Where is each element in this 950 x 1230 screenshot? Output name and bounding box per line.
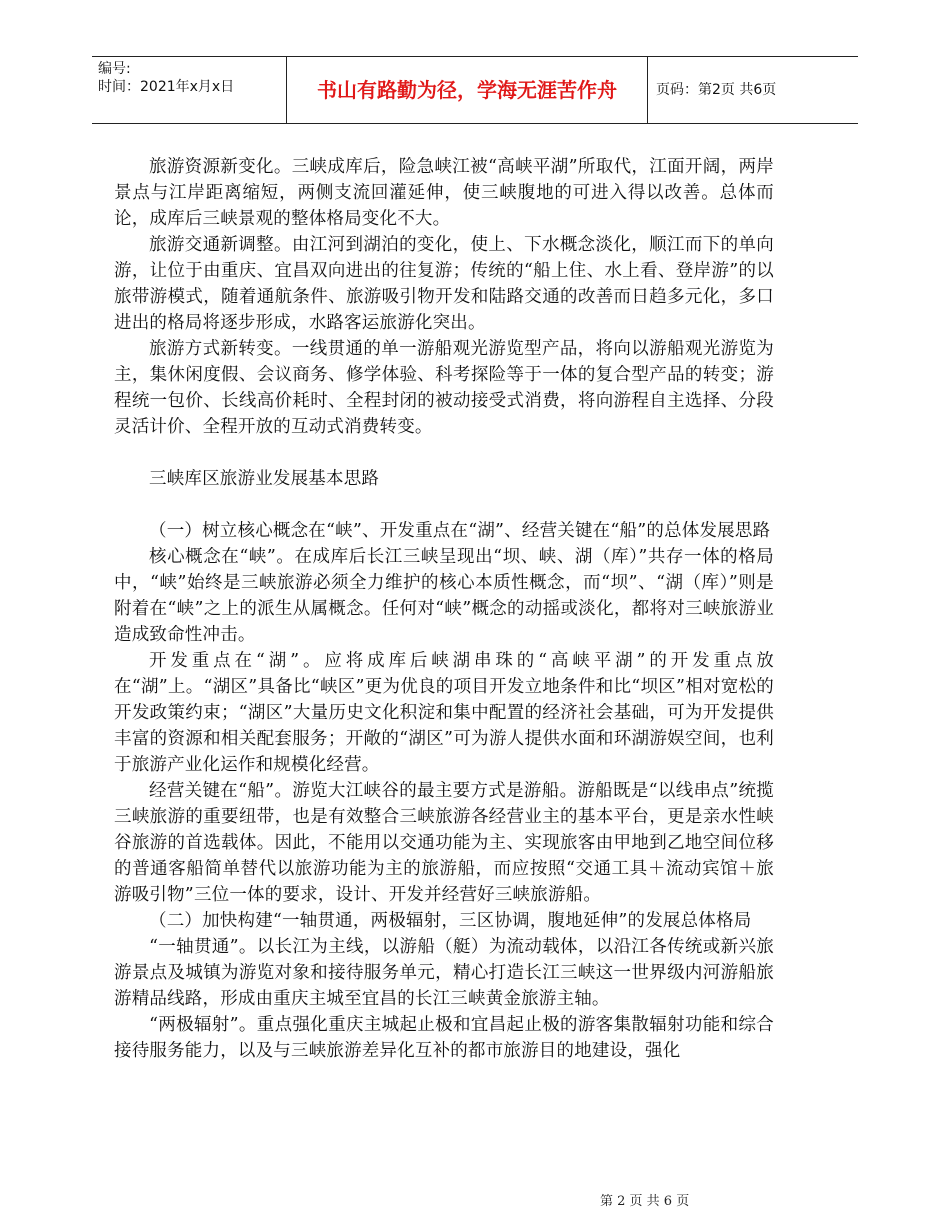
spacer bbox=[114, 492, 774, 518]
paragraph-boat-key: 经营关键在“船”。游览大江峡谷的最主要方式是游船。游船既是“以线串点”统揽三峡旅游的重要纽带，也是有效整合三峡旅游各经营业主的基本平台，更是亲水性峡谷旅游的首选载体。因此，不能用以交通功能为主、实现旅客由甲地到乙地空间位移的普通客船简单替代以旅游功能为主的旅游船，而应按照“交通工具＋流动宾馆＋旅游吸引物”三位一体的要求，设计、开发并经营好三峡旅游船。 bbox=[114, 781, 774, 905]
subsection-heading-1: （一）树立核心概念在“峡”、开发重点在“湖”、经营关键在“船”的总体发展思路 bbox=[149, 521, 771, 541]
paragraph-core-gorge: 核心概念在“峡”。在成库后长江三峡呈现出“坝、峡、湖（库）”共存一体的格局中，“峡”始终是三峡旅游必须全力维护的核心本质性概念，而“坝”、“湖（库）”则是附着在“峡”之上的派生从属概念。任何对“峡”概念的动摇或淡化，都将对三峡旅游业造成致命性冲击。 bbox=[114, 547, 774, 645]
paragraph-lake-focus: 开发重点在“湖”。应将成库后峡湖串珠的“高峡平湖”的开发重点放在“湖”上。“湖区”具备比“峡区”更为优良的项目开发立地条件和比“坝区”相对宽松的开发政策约束；“湖区”大量历史文化积淀和集中配置的经济社会基础，可为开发提供丰富的资源和相关配套服务；开敞的“湖区”可为游人提供水面和环湖游娱空间，也利于旅游产业化运作和规模化经营。 bbox=[114, 651, 774, 775]
paragraph-two-poles: “两极辐射”。重点强化重庆主城起止极和宜昌起止极的游客集散辐射功能和综合接待服务能力，以及与三峡旅游差异化互补的都市旅游目的地建设，强化 bbox=[114, 1015, 774, 1061]
paragraph-resource-change: 旅游资源新变化。三峡成库后，险急峡江被“高峡平湖”所取代，江面开阔，两岸景点与江岸距离缩短，两侧支流回灌延伸，使三峡腹地的可进入得以改善。总体而论，成库后三峡景观的整体格局变化不大。 bbox=[114, 157, 774, 229]
time-label: 时间：2021年x月x日 bbox=[98, 79, 235, 95]
document-body bbox=[114, 154, 774, 1064]
paragraph-transport-adjust: 旅游交通新调整。由江河到湖泊的变化，使上、下水概念淡化，顺江而下的单向游，让位于由重庆、宜昌双向进出的往复游；传统的“船上住、水上看、登岸游”的以旅带游模式，随着通航条件、旅游吸引物开发和陆路交通的改善而日趋多元化，多口进出的格局将逐步形成，水路客运旅游化突出。 bbox=[114, 235, 774, 333]
page-header bbox=[92, 56, 858, 124]
paragraph-travel-mode: 旅游方式新转变。一线贯通的单一游船观光游览型产品，将向以游船观光游览为主，集休闲度假、会议商务、修学体验、科考探险等于一体的复合型产品的转变；游程统一包价、长线高价耗时、全程封闭的被动接受式消费，将向游程自主选择、分段灵活计价、全程开放的互动式消费转变。 bbox=[114, 339, 774, 437]
header-page-number: 页码：第2页 共6页 bbox=[656, 82, 777, 98]
section-heading: 三峡库区旅游业发展基本思路 bbox=[149, 469, 380, 489]
number-label: 编号: bbox=[98, 61, 131, 77]
subsection-heading-2: （二）加快构建“一轴贯通，两极辐射，三区协调，腹地延伸”的发展总体格局 bbox=[149, 911, 752, 931]
paragraph-one-axis: “一轴贯通”。以长江为主线，以游船（艇）为流动载体，以沿江各传统或新兴旅游景点及城镇为游览对象和接待服务单元，精心打造长江三峡这一世界级内河游船旅游精品线路，形成由重庆主城至宜昌的长江三峡黄金旅游主轴。 bbox=[114, 937, 774, 1009]
page-footer: 第 2 页 共 6 页 bbox=[600, 1194, 690, 1209]
header-motto: 书山有路勤为径，学海无涯苦作舟 bbox=[286, 57, 648, 123]
header-meta bbox=[98, 60, 234, 96]
spacer bbox=[114, 440, 774, 466]
